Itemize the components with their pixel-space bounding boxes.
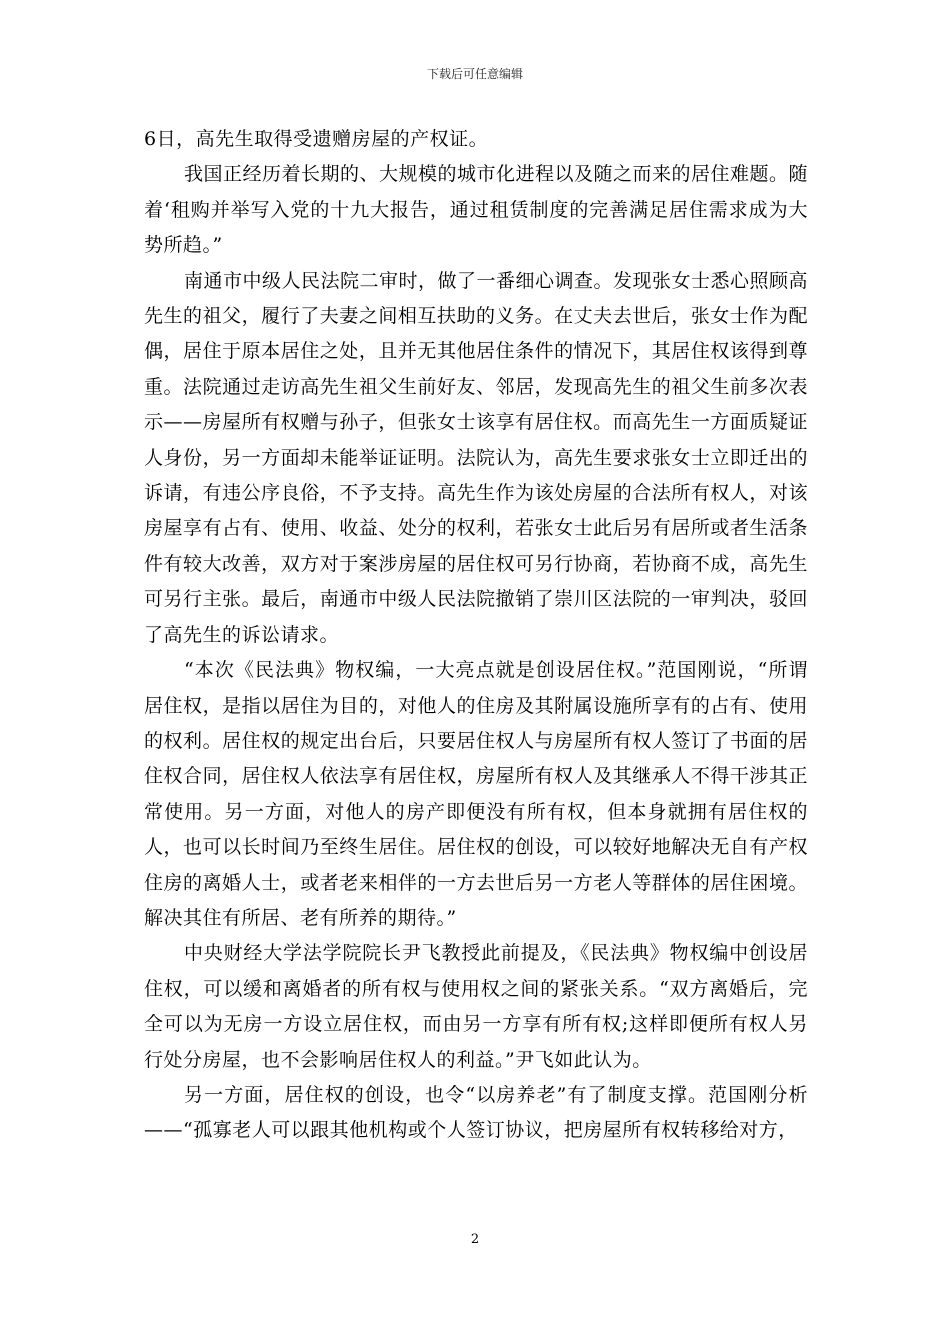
paragraph-elderly-care: 另一方面，居住权的创设，也令“以房养老”有了制度支撑。范国刚分析——“孤寡老人可以跟其他机构或个人签订协议，把房屋所有权转移给对方， xyxy=(144,1083,808,1142)
paragraph-continuation: 6日，高先生取得受遗赠房屋的产权证。 xyxy=(144,128,489,150)
document-body xyxy=(144,122,808,1149)
page-header: 下载后可任意编辑 xyxy=(426,67,523,81)
paragraph-urbanization: 我国正经历着长期的、大规模的城市化进程以及随之而来的居住难题。随着‘租购并举写入党的十九大报告，通过租赁制度的完善满足居住需求成为大势所趋。” xyxy=(144,163,809,257)
paragraph-court-ruling: 南通市中级人民法院二审时，做了一番细心调查。发现张女士悉心照顾高先生的祖父，履行了夫妻之间相互扶助的义务。在丈夫去世后，张女士作为配偶，居住于原本居住之处，且并无其他居住条件的情况下，其居住权该得到尊重。法院通过走访高先生祖父生前好友、邻居，发现高先生的祖父生前多次表示——房屋所有权赠与孙子，但张女士该享有居住权。而高先生一方面质疑证人身份，另一方面却未能举证证明。法院认为，高先生要求张女士立即迁出的诉请，有违公序良俗，不予支持。高先生作为该处房屋的合法所有权人，对该房屋享有占有、使用、收益、处分的权利，若张女士此后另有居所或者生活条件有较大改善，双方对于案涉房屋的居住权可另行协商，若协商不成，高先生可另行主张。最后，南通市中级人民法院撤销了崇川区法院的一审判决，驳回了高先生的诉讼请求。 xyxy=(144,269,809,646)
paragraph-divorce: 中央财经大学法学院院长尹飞教授此前提及，《民法典》物权编中创设居住权，可以缓和离婚者的所有权与使用权之间的紧张关系。“双方离婚后，完全可以为无房一方设立居住权，而由另一方享有所有权;这样即便所有权人另行处分房屋，也不会影响居住权人的利益。”尹飞如此认为。 xyxy=(144,942,808,1071)
paragraph-residence-right: “本次《民法典》物权编，一大亮点就是创设居住权。”范国刚说，“所谓居住权，是指以居住为目的，对他人的住房及其附属设施所享有的占有、使用的权利。居住权的规定出台后，只要居住权人与房屋所有权人签订了书面的居住权合同，居住权人依法享有居住权，房屋所有权人及其继承人不得干涉其正常使用。另一方面，对他人的房产即便没有所有权，但本身就拥有居住权的人，也可以长时间乃至终生居住。居住权的创设，可以较好地解决无自有产权住房的离婚人士，或者老来相伴的一方去世后另一方老人等群体的居住困境。解决其住有所居、老有所养的期待。” xyxy=(144,659,808,929)
page-number: 2 xyxy=(470,1232,480,1247)
